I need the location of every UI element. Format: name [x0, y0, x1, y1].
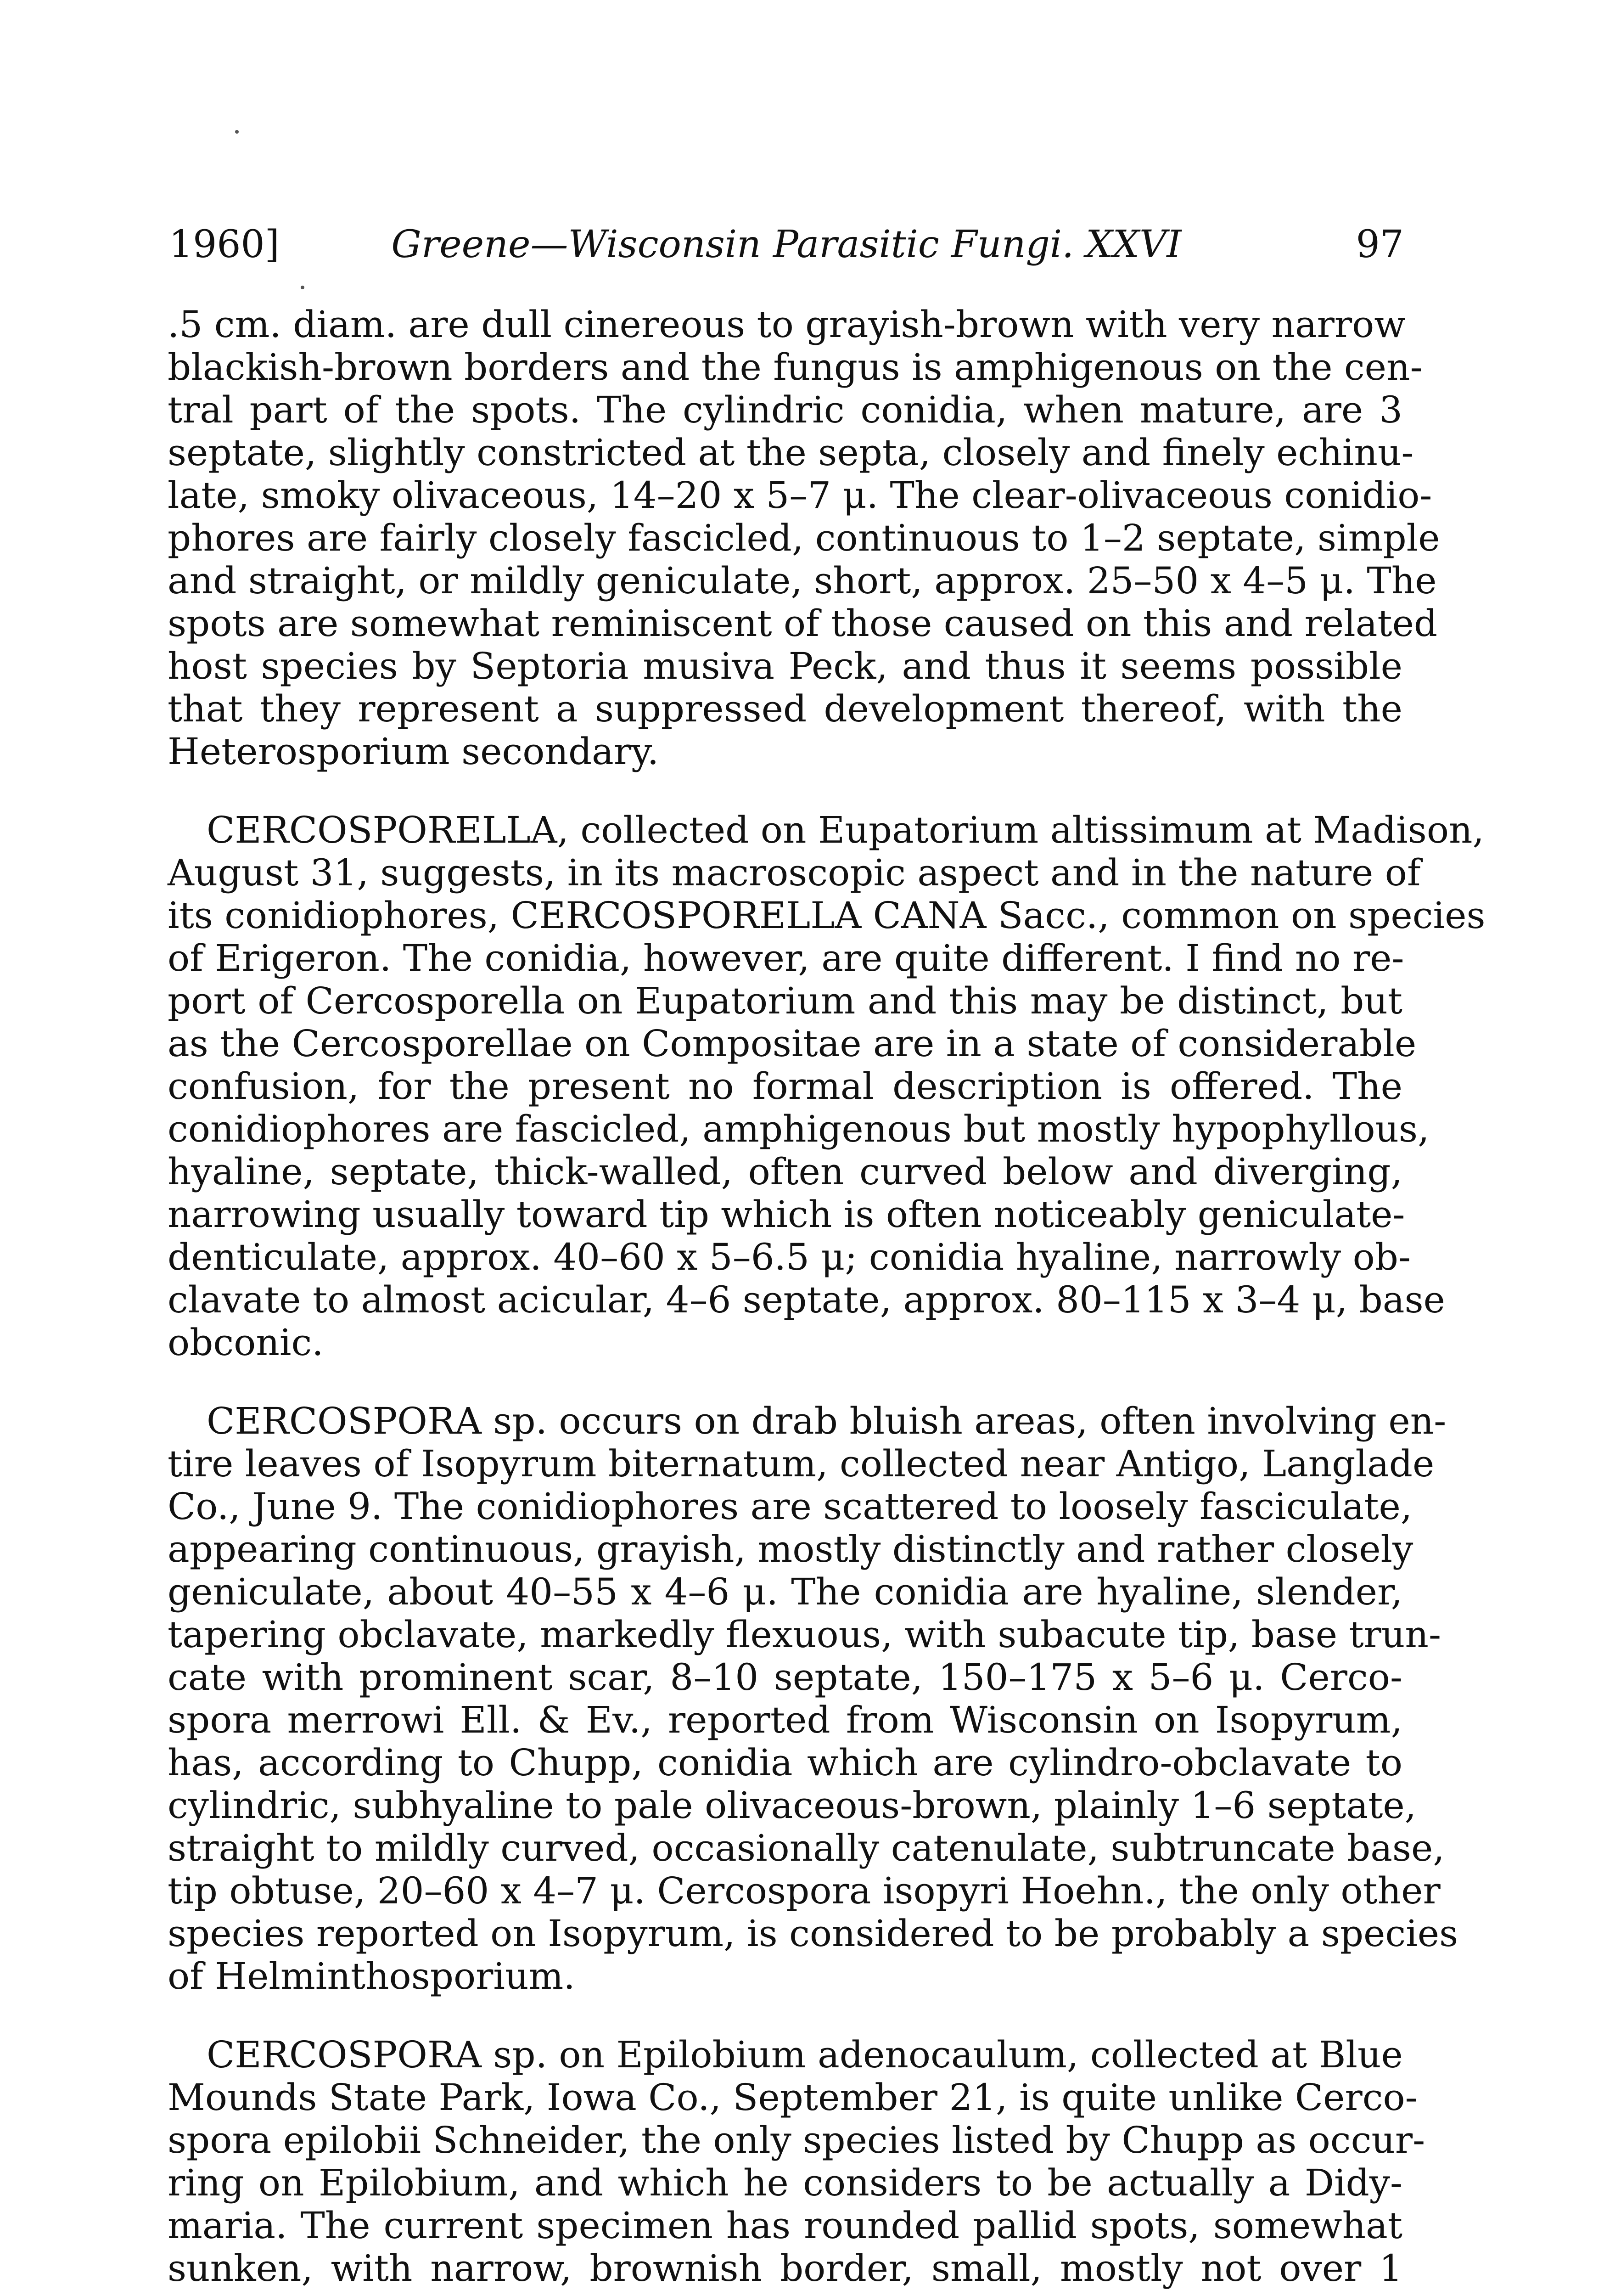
- text-line: tral part of the spots. The cylindric conidia, when mature, are 3: [168, 388, 1402, 431]
- text-line: species reported on Isopyrum, is considered to be probably a species: [168, 1912, 1458, 1955]
- text-line: Co., June 9. The conidiophores are scattered to loosely fasciculate,: [168, 1485, 1413, 1528]
- running-title: Greene—Wisconsin Parasitic Fungi. XXVI: [391, 223, 1182, 266]
- running-header: [169, 223, 1404, 278]
- text-line: blackish-brown borders and the fungus is amphigenous on the cen-: [168, 346, 1423, 388]
- text-line: CERCOSPORA sp. occurs on drab bluish areas, often involving en-: [207, 1400, 1447, 1442]
- text-line: CERCOSPORA sp. on Epilobium adenocaulum, collected at Blue: [207, 2033, 1403, 2076]
- text-line: has, according to Chupp, conidia which are cylindro-obclavate to: [168, 1741, 1402, 1784]
- paragraph-cercosporella: [168, 809, 1486, 1364]
- text-line: septate, slightly constricted at the septa, closely and finely echinu-: [168, 431, 1414, 474]
- text-line: phores are fairly closely fascicled, continuous to 1–2 septate, simple: [168, 517, 1440, 559]
- text-line: CERCOSPORELLA, collected on Eupatorium altissimum at Madison,: [207, 809, 1484, 851]
- page-number: 97: [1356, 223, 1404, 266]
- text-line: of Erigeron. The conidia, however, are quite different. I find no re-: [168, 937, 1404, 979]
- text-line: denticulate, approx. 40–60 x 5–6.5 μ; conidia hyaline, narrowly ob-: [168, 1236, 1411, 1278]
- body-text: [168, 303, 1486, 2296]
- text-line: late, smoky olivaceous, 14–20 x 5–7 μ. The clear-olivaceous conidio-: [168, 474, 1432, 517]
- text-line: of Helminthosporium.: [168, 1955, 575, 1998]
- text-line: cate with prominent scar, 8–10 septate, 150–175 x 5–6 μ. Cerco-: [168, 1656, 1402, 1699]
- text-line: hyaline, septate, thick-walled, often curved below and diverging,: [168, 1150, 1402, 1193]
- text-line: August 31, suggests, in its macroscopic aspect and in the nature of: [168, 851, 1421, 894]
- header-year: 1960]: [169, 223, 280, 266]
- paragraph-cercospora-epilobium: [168, 2033, 1425, 2290]
- text-line: host species by Septoria musiva Peck, and thus it seems possible: [168, 645, 1402, 687]
- text-line: sunken, with narrow, brownish border, small, mostly not over 1: [168, 2247, 1402, 2290]
- text-line: confusion, for the present no formal description is offered. The: [168, 1065, 1402, 1108]
- text-line: clavate to almost acicular, 4–6 septate, approx. 80–115 x 3–4 μ, base: [168, 1278, 1445, 1321]
- text-line: geniculate, about 40–55 x 4–6 μ. The conidia are hyaline, slender,: [168, 1570, 1402, 1613]
- text-line: its conidiophores, CERCOSPORELLA CANA Sacc., common on species: [168, 894, 1486, 937]
- paragraph-1: [168, 303, 1440, 773]
- text-line: spora epilobii Schneider, the only species listed by Chupp as occur-: [168, 2119, 1425, 2161]
- text-line: spora merrowi Ell. & Ev., reported from Wisconsin on Isopyrum,: [168, 1699, 1402, 1741]
- text-line: tapering obclavate, markedly flexuous, with subacute tip, base trun-: [168, 1613, 1441, 1656]
- text-line: spots are somewhat reminiscent of those caused on this and related: [168, 602, 1438, 645]
- text-line: port of Cercosporella on Eupatorium and this may be distinct, but: [168, 979, 1402, 1022]
- text-line: as the Cercosporellae on Compositae are in a state of considerable: [168, 1022, 1417, 1065]
- text-line: obconic.: [168, 1321, 324, 1364]
- text-line: that they represent a suppressed development thereof, with the: [168, 687, 1402, 730]
- text-line: maria. The current specimen has rounded pallid spots, somewhat: [168, 2204, 1402, 2247]
- text-line: and straight, or mildly geniculate, short, approx. 25–50 x 4–5 μ. The: [168, 559, 1437, 602]
- text-line: cylindric, subhyaline to pale olivaceous-brown, plainly 1–6 septate,: [168, 1784, 1417, 1827]
- paragraph-cercospora-isopyrum: [168, 1400, 1458, 1998]
- text-line: Mounds State Park, Iowa Co., September 21, is quite unlike Cerco-: [168, 2076, 1418, 2119]
- text-line: tip obtuse, 20–60 x 4–7 μ. Cercospora isopyri Hoehn., the only other: [168, 1869, 1441, 1912]
- text-line: Heterosporium secondary.: [168, 730, 659, 773]
- text-line: narrowing usually toward tip which is often noticeably geniculate-: [168, 1193, 1405, 1236]
- text-line: straight to mildly curved, occasionally catenulate, subtruncate base,: [168, 1827, 1445, 1869]
- text-line: conidiophores are fascicled, amphigenous but mostly hypophyllous,: [168, 1108, 1430, 1150]
- text-line: ring on Epilobium, and which he considers to be actually a Didy-: [168, 2161, 1402, 2204]
- text-line: tire leaves of Isopyrum biternatum, collected near Antigo, Langlade: [168, 1442, 1435, 1485]
- text-line: .5 cm. diam. are dull cinereous to grayish-brown with very narrow: [168, 303, 1406, 346]
- text-line: appearing continuous, grayish, mostly distinctly and rather closely: [168, 1528, 1413, 1570]
- speck-mark: [301, 286, 304, 289]
- speck-mark: [235, 130, 239, 134]
